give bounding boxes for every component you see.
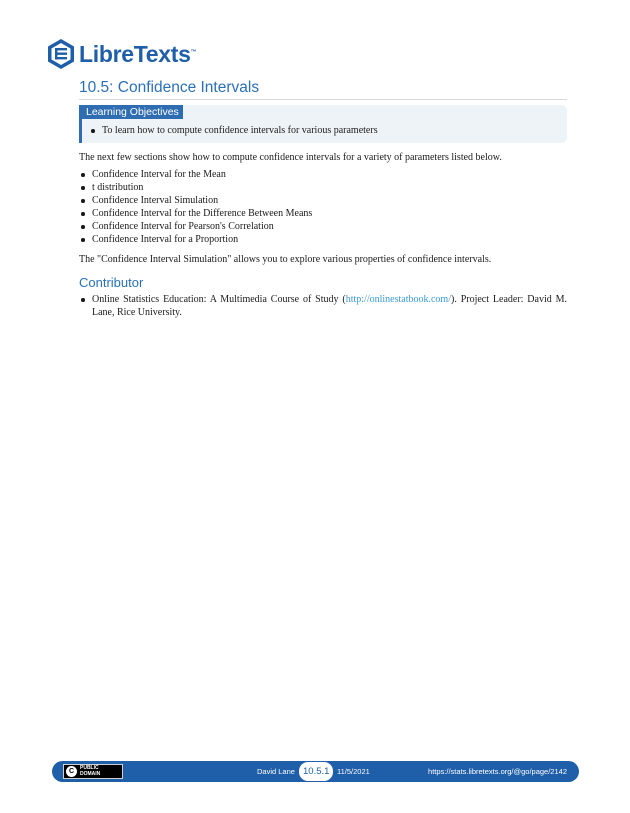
footer-page-number: 10.5.1	[299, 762, 333, 781]
page-footer	[52, 761, 579, 782]
public-domain-badge[interactable]	[63, 764, 123, 779]
list-item: Confidence Interval for the Difference Between Means	[79, 207, 312, 220]
list-item: t distribution	[79, 181, 312, 194]
contributor-suffix: ). Project Leader: David M. Lane, Rice University.	[92, 294, 567, 318]
footer-date: 11/5/2021	[337, 767, 370, 776]
public-domain-icon: C	[66, 766, 77, 777]
list-item: Confidence Interval for the Mean	[79, 168, 312, 181]
list-item: Confidence Interval for Pearson's Correlation	[79, 220, 312, 233]
learning-objectives-box	[79, 105, 567, 143]
list-item	[79, 293, 567, 319]
list-item: Confidence Interval Simulation	[79, 194, 312, 207]
contributor-list	[79, 293, 567, 319]
onlinestatbook-link[interactable]: http://onlinestatbook.com/	[345, 294, 451, 305]
footer-author: David Lane	[257, 767, 295, 776]
footer-url[interactable]: https://stats.libretexts.org/@go/page/2142	[428, 767, 567, 776]
intro-paragraph: The next few sections show how to compute confidence intervals for a variety of parameters listed below.	[79, 152, 502, 163]
libretexts-logo-icon	[46, 38, 76, 70]
page-title: 10.5: Confidence Intervals	[79, 79, 567, 100]
contributor-prefix: Online Statistics Education: A Multimedia Course of Study (	[92, 294, 346, 305]
license-text: PUBLIC DOMAIN	[80, 765, 101, 777]
list-item: Confidence Interval for a Proportion	[79, 233, 312, 246]
learning-objectives-list	[89, 124, 378, 137]
simulation-note: The "Confidence Interval Simulation" allows you to explore various properties of confidence intervals.	[79, 254, 492, 265]
topic-list	[79, 168, 312, 246]
list-item: To learn how to compute confidence intervals for various parameters	[89, 124, 378, 137]
contributor-heading: Contributor	[79, 275, 144, 290]
logo-wordmark: LibreTexts™	[79, 40, 197, 67]
libretexts-logo[interactable]	[46, 38, 196, 70]
learning-objectives-label: Learning Objectives	[82, 105, 183, 119]
